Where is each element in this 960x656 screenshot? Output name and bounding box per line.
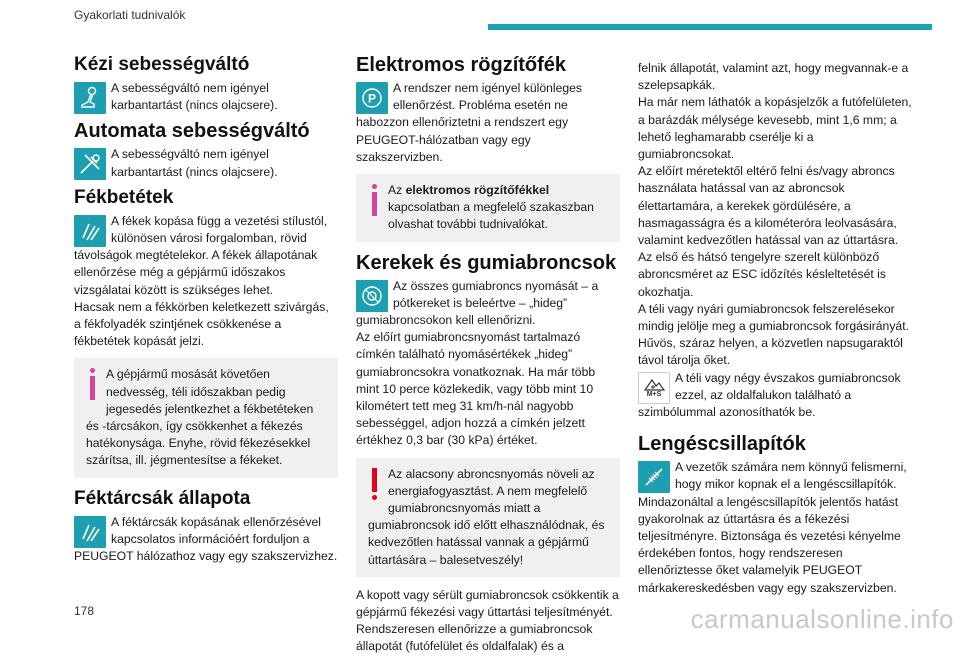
heading-wheels-tyres: Kerekek és gumiabroncsok: [356, 251, 617, 274]
heading-manual-gearbox: Kézi sebességváltó: [74, 54, 250, 75]
section-auto-gearbox: [74, 120, 338, 180]
info-icon: [368, 184, 380, 222]
heading-auto-gearbox: Automata sebességváltó: [74, 120, 310, 143]
text-auto-gearbox: A sebességváltó nem igényel karbantartást (nincs olajcsere).: [111, 147, 278, 179]
brake-pad-icon: [74, 215, 106, 247]
text-winter-tyres: A téli vagy négy évszakos gumiabroncsok ezzel, az oldalfalukon található a szimbólummal azonosíthatók be.: [638, 370, 901, 420]
column-2: [356, 48, 620, 656]
svg-text:P: P: [367, 91, 377, 106]
text-manual-gearbox: A sebességváltó nem igényel karbantartást (nincs olajcsere).: [111, 81, 278, 113]
text-shock-absorbers: A vezetők számára nem könnyű felismerni, hogy mikor kopnak el a lengéscsillapítók. Mindazonáltal a lengéscsillapítók jelentős hatást gyakorolnak az úttartásra és a fékezési teljesítményre. Biztonsága és vezetési kényelme érdekében fontos, hogy rendszeresen ellenőriztesse őket valamelyik PEUGEOT márkakereskedésben vagy egy szakszervizben.: [638, 460, 907, 595]
heading-brake-discs: Féktárcsák állapota: [74, 487, 251, 509]
info-box-parking-brake: [356, 174, 620, 242]
warning-box-pressure: [356, 458, 620, 577]
column-3: [638, 60, 912, 601]
header-accent-bar: [488, 24, 932, 30]
section-winter-tyres: [638, 370, 912, 422]
text-electric-parking-brake: A rendszer nem igényel különleges ellenőrzést. Probléma esetén ne habozzon ellenőriztetni a rendszert egy PEUGEOT-hálózatban vagy egy szakszervizben.: [356, 81, 583, 164]
mountain-snowflake-icon: [638, 372, 670, 404]
heading-brake-pads: Fékbetétek: [74, 186, 174, 208]
text-tyres-cont-1: felnik állapotát, valamint azt, hogy megvannak-e a szelepsapkák.: [638, 61, 909, 93]
section-header: Gyakorlati tudnivalók: [74, 8, 186, 22]
text-tyres-cont-3: Az előírt méretektől eltérő felni és/vagy abroncs használata hatással van az abroncsok élettartamára, a kerekek gördülésére, a hasmagasságra és a kilométeróra leolvasására, valamint kedvezőtlen hatással van az úttartásra.: [638, 164, 899, 248]
section-brake-pads: [74, 187, 338, 351]
section-electric-parking-brake: [356, 54, 620, 166]
page-number: 178: [74, 604, 95, 618]
parking-brake-icon: [356, 82, 388, 114]
text-tyres-2: Az előírt gumiabroncsnyomást tartalmazó címkén található nyomásértékek „hideg” gumiabroncsokra vonatkoznak. Ha már több mint 10 perce közlekedik, vagy több mint 10 kilométert tett meg 31 km/h-nál nagyobb sebességgel, adjon hozzá a címkén jelzett értékhez 0,3 bar (30 kPa) értéket.: [356, 330, 596, 448]
section-wheels-tyres: [356, 252, 620, 450]
text-brake-pads-1: A fékek kopása függ a vezetési stílustól, különösen városi forgalomban, rövid távolságok megtételekor. A fékek állapotának ellenőrzése még a gépjármű időszakos vizsgálatai között is szükséges lehet.: [74, 213, 328, 297]
text-brake-pads-2: Hacsak nem a fékkörben keletkezett szivárgás, a fékfolyadék szintjének csökkenése a fékbetétek kopását jelzi.: [74, 299, 329, 349]
wrench-icon: [74, 148, 106, 180]
info-text-washing: A gépjármű mosását követően nedvesség, téli időszakban pedig jegesedés jelentkezhet a fékbetéteken és -tárcsákon, így csökkenhet a fékezés hatékonysága. Enyhe, rövid fékezésekkel szárítsa, ill. jégmentesítse a fékeket.: [86, 367, 314, 468]
info-icon: [86, 368, 98, 406]
text-tyres-cont-5: A téli vagy nyári gumiabroncsok felszerelésekor mindig jelölje meg a gumiabroncsok forgásirányát. Hűvös, száraz helyen, a közvetlen napsugaraktól távol tárolja őket.: [638, 301, 909, 368]
tyre-icon: [356, 280, 388, 312]
heading-shock-absorbers: Lengéscsillapítók: [638, 433, 806, 456]
info-text-parking-brake: Az elektromos rögzítőfékkel kapcsolatban a megfelelő szakaszban olvashat további tudnivalókat.: [388, 183, 594, 232]
text-tyres-1: Az összes gumiabroncs nyomását – a pótkereket is beleértve – „hideg” gumiabroncsokon kell ellenőrizni.: [356, 278, 599, 328]
info-box-washing: [74, 358, 338, 477]
text-tyres-cont-4: Az első és hátsó tengelyre szerelt különböző abroncsméret az ESC időzítés késleltetését is okozhatja.: [638, 250, 886, 299]
warning-text-pressure: Az alacsony abroncsnyomás növeli az energiafogyasztást. A nem megfelelő gumiabroncsnyomás miatt a gumiabroncsok idő előtt elhasználódnak, és kedvezőtlen hatással vannak a gépjármű úttartására – balesetveszély!: [368, 466, 605, 567]
watermark: carmanualsonline.info: [690, 604, 954, 634]
icon-label-ms: M+S: [646, 390, 662, 398]
text-damaged-tyres: A kopott vagy sérült gumiabroncsok csökkentik a gépjármű fékezési vagy úttartási teljesítményét. Rendszeresen ellenőrizze a gumiabroncsok állapotát (futófelület és oldalfalak) és a: [356, 587, 619, 654]
section-shock-absorbers: [638, 433, 912, 597]
heading-electric-parking-brake: Elektromos rögzítőfék: [356, 54, 567, 76]
brake-disc-icon: [74, 516, 106, 548]
warning-icon: [368, 468, 380, 506]
section-manual-gearbox: [74, 54, 338, 114]
gear-shifter-icon: [74, 82, 106, 114]
text-tyres-cont-2: Ha már nem láthatók a kopásjelzők a futófelületen, a barázdák mélysége kevesebb, mint 1,6 mm; a lehető leghamarabb cserélje ki a gumiabroncsokat.: [638, 95, 912, 162]
text-brake-discs: A féktárcsák kopásának ellenőrzésével kapcsolatos információért forduljon a PEUGEOT hálózathoz vagy egy szakszervizhez.: [74, 514, 338, 564]
shock-absorber-icon: [638, 461, 670, 493]
section-brake-discs: [74, 488, 338, 566]
column-1: [74, 48, 338, 569]
